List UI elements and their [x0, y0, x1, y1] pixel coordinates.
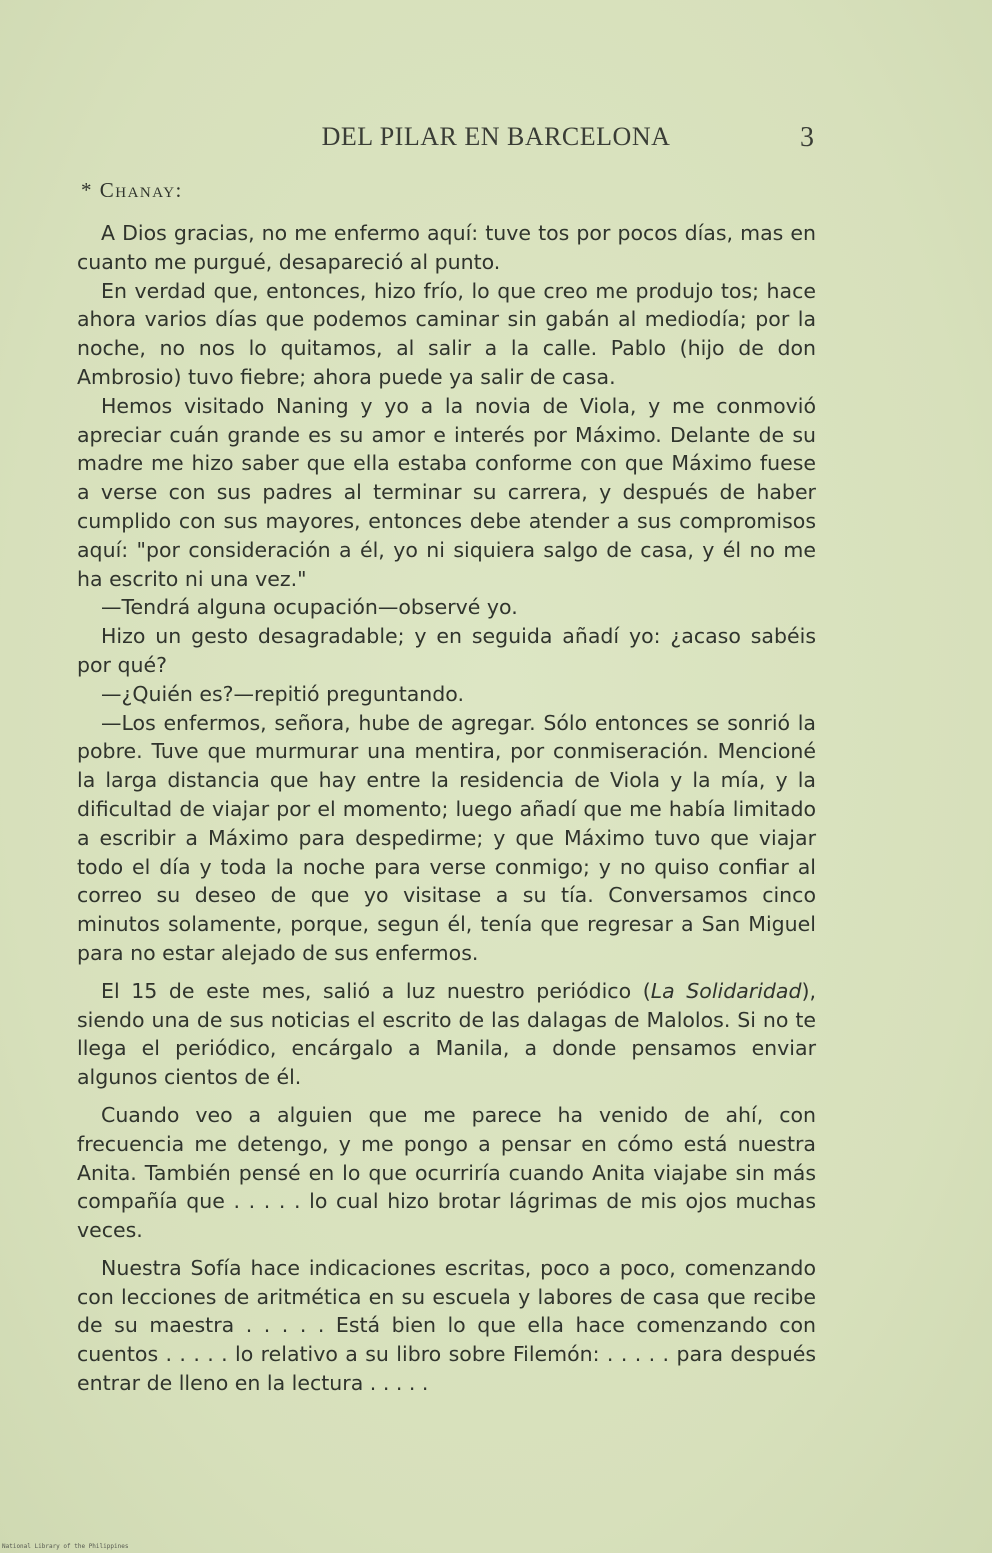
speaker-name: * Chanay:	[81, 178, 183, 202]
library-watermark: National Library of the Philippines	[2, 1543, 129, 1550]
letter-body	[77, 176, 816, 1398]
paragraph-sofia: Nuestra Sofía hace indicaciones escritas, poco a poco, comenzando con lecciones de aritmética en su escuela y labores de casa que recibe de su maestra . . . . . Está bien lo que ella hace comenzando con cuentos . . . . . lo relativo a su libro sobre Filemón: . . . . . para después entrar de lleno en la lectura . . . . .	[77, 1255, 816, 1396]
running-header	[0, 122, 992, 162]
paragraph-2: En verdad que, entonces, hizo frío, lo que creo me produjo tos; hace ahora varios días que podemos caminar sin gabán al mediodía; por la noche, no nos lo quitamos, al salir a la calle. Pablo (hijo de don Ambrosio) tuvo fiebre; ahora puede ya salir de casa.	[77, 278, 816, 389]
page-number: 3	[800, 122, 815, 153]
paragraph-1: A Dios gracias, no me enfermo aquí: tuve tos por pocos días, mas en cuanto me purgué, desapareció al punto.	[77, 221, 816, 274]
solidaridad-text-before: El 15 de este mes, salió a luz nuestro periódico (	[101, 978, 651, 1003]
paragraph-6: —¿Quién es?—repitió preguntando.	[101, 681, 464, 706]
solidaridad-text-after: ), siendo una de sus noticias el escrito de las dalagas de Malolos. Si no te llega el periódico, encárgalo a Manila, a donde pensamos enviar algunos cientos de él.	[77, 978, 817, 1090]
paragraph-solidaridad	[77, 977, 816, 1092]
paragraph-5: Hizo un gesto desagradable; y en seguida añadí yo: ¿acaso sabéis por qué?	[77, 624, 816, 677]
running-title: DEL PILAR EN BARCELONA	[321, 122, 671, 151]
paragraph-anita: Cuando veo a alguien que me parece ha venido de ahí, con frecuencia me detengo, y me pongo a pensar en cómo está nuestra Anita. También pensé en lo que ocurriría cuando Anita viajabe sin más compañía que . . . . . lo cual hizo brotar lágrimas de mis ojos muchas veces.	[77, 1102, 816, 1243]
paragraph-3: Hemos visitado Naning y yo a la novia de Viola, y me conmovió apreciar cuán grande es su amor e interés por Máximo. Delante de su madre me hizo saber que ella estaba conforme con que Máximo fuese a verse con sus padres al terminar su carrera, y después de haber cumplido con sus mayores, entonces debe atender a sus compromisos aquí: "por consideración a él, yo ni siquiera salgo de casa, y él no me ha escrito ni una vez."	[77, 393, 816, 591]
paragraph-4: —Tendrá alguna ocupación—observé yo.	[101, 595, 518, 620]
paragraph-7: —Los enfermos, señora, hube de agregar. Sólo entonces se sonrió la pobre. Tuve que murmurar una mentira, por conmiseración. Mencioné la larga distancia que hay entre la residencia de Viola y la mía, y la dificultad de viajar por el momento; luego añadí que me había limitado a escribir a Máximo para despedirme; y que Máximo tuvo que viajar todo el día y toda la noche para verse conmigo; y no quiso confiar al correo su deseo de que yo visitase a su tía. Conversamos cinco minutos solamente, porque, segun él, tenía que regresar a San Miguel para no estar alejado de sus enfermos.	[77, 710, 816, 965]
speaker-label	[81, 176, 816, 206]
newspaper-title: La Solidaridad	[650, 978, 802, 1003]
